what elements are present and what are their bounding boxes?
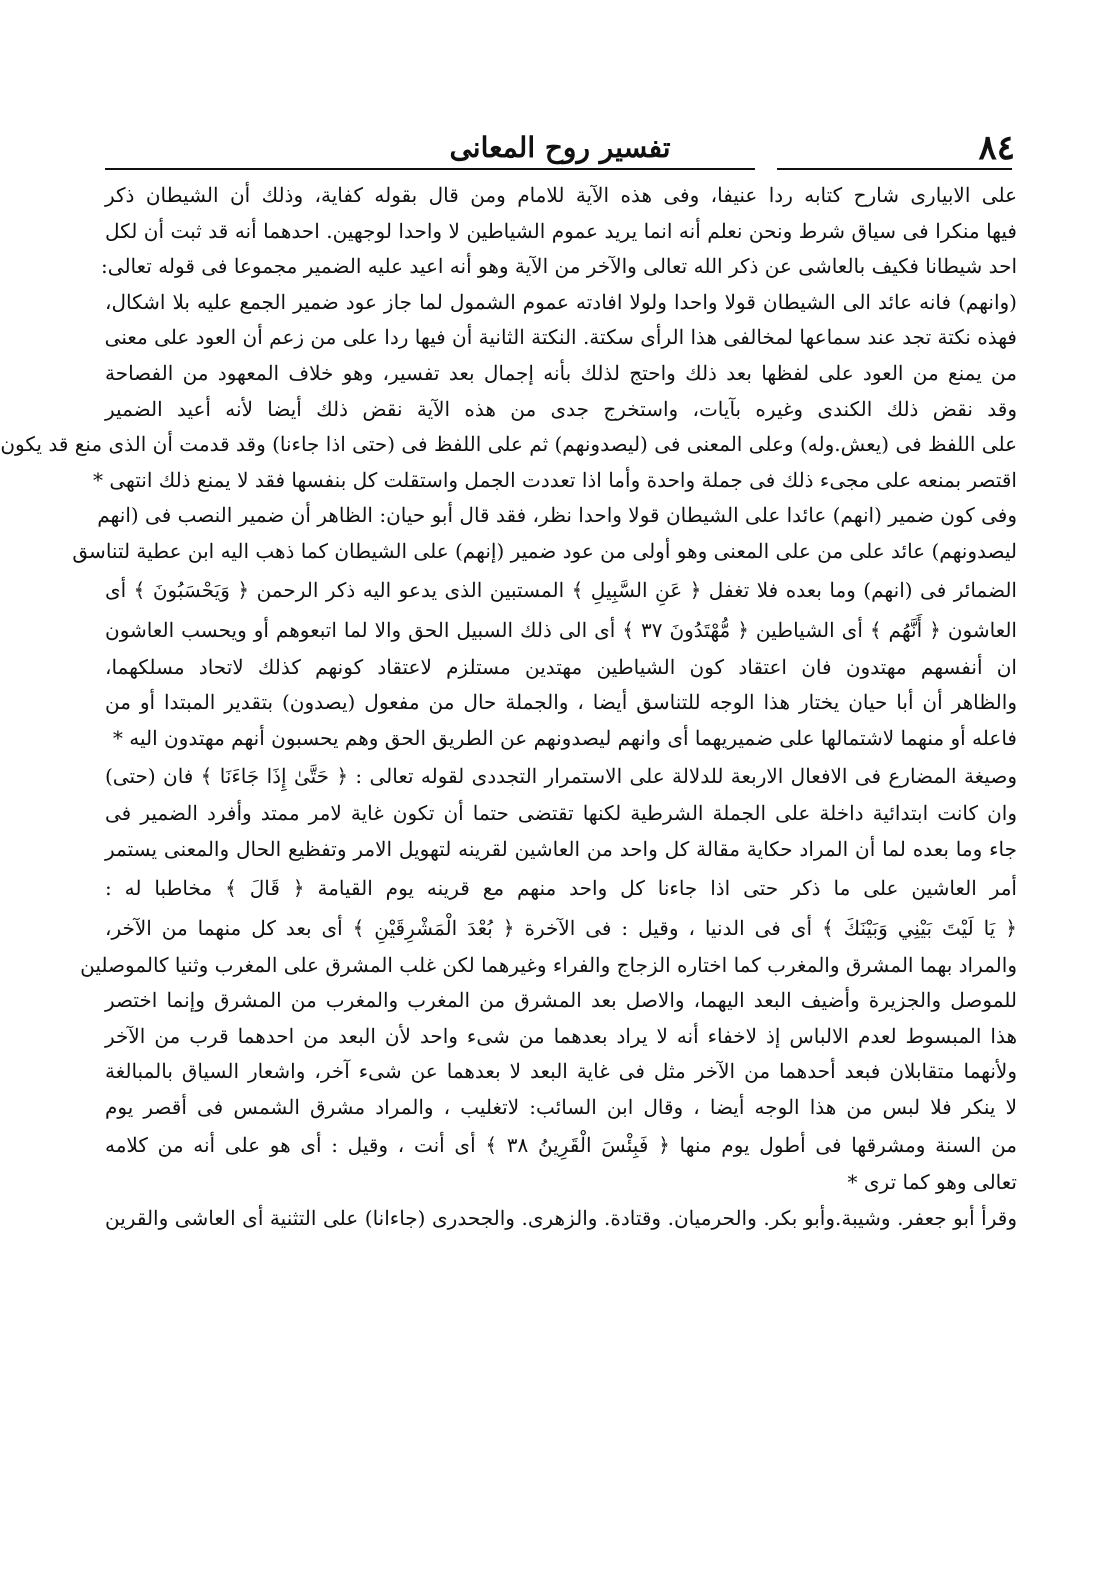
text-line: فيها منكرا فى سياق شرط ونحن نعلم أنه انما يريد عموم الشياطين لا واحدا لوجهين. احدهما أنه قد ثبت أن لكل [105, 218, 1017, 243]
text-line: على اللفظ فى (يعش.وله) وعلى المعنى فى (ليصدونهم) ثم على اللفظ فى (حتى اذا جاءنا) وقد قدمت أن الذى منع قد يكون [0, 432, 1017, 457]
text-line: ﴿ يَا لَيْتَ بَيْنِي وَبَيْنَكَ ﴾ أى فى الدنيا ، وقيل : فى الآخرة ﴿ بُعْدَ الْمَشْرِقَيْنِ ﴾ أى بعد كل منهما من الآخر، [105, 915, 1017, 940]
text-line: وقد نقض ذلك الكندى وغيره بآيات، واستخرج جدى من هذه الآية نقض ذلك أيضا لأنه أعيد الضمير [105, 396, 1017, 421]
text-line: والظاهر أن أبا حيان يختار هذا الوجه للتناسق أيضا ، والجملة حال من مفعول (يصدون) بتقدير المبتدا أو من [105, 690, 1017, 715]
text-line: العاشون ﴿ أَنَّهُم ﴾ أى الشياطين ﴿ مُّهْتَدُونَ ٣٧ ﴾ أى الى ذلك السبيل الحق والا لما اتبعوهم أو ويحسب العاشون [105, 617, 1017, 642]
text-line: اقتصر بمنعه على مجىء ذلك فى جملة واحدة وأما اذا تعددت الجمل واستقلت كل بنفسها فقد لا يمنع ذلك انتهى * [92, 467, 1017, 492]
running-title: تفسير روح المعانى [449, 131, 671, 164]
header-rule-left [105, 168, 755, 170]
text-line: تعالى وهو كما ترى * [847, 1170, 1017, 1195]
text-line: أمر العاشين على ما ذكر حتى اذا جاءنا كل واحد منهم مع قرينه يوم القيامة ﴿ قَالَ ﴾ مخاطبا له : [105, 875, 1017, 900]
text-line: احد شيطانا فكيف بالعاشى عن ذكر الله تعالى والآخر من الآية وهو أنه اعيد عليه الضمير مجموعا فى قوله تعالى: [101, 254, 1017, 279]
text-line: وقرأ أبو جعفر. وشيبة.وأبو بكر. والحرميان. وقتادة. والزهرى. والجحدرى (جاءانا) على التثنية أى العاشى والقرين [105, 1206, 1017, 1231]
text-line: وان كانت ابتدائية داخلة على الجملة الشرطية لكنها تقتضى حتما أن تكون غاية لامر ممتد وأفرد الضمير فى [105, 801, 1017, 826]
text-line: من يمنع من العود على لفظها بعد ذلك واحتج لذلك بأنه إجمال بعد تفسير، وهو خلاف المعهود من الفصاحة [105, 360, 1017, 385]
text-line: (وانهم) فانه عائد الى الشيطان قولا واحدا ولولا افادته عموم الشمول لما جاز عود ضمير الجمع عليه بلا اشكال، [105, 289, 1017, 314]
text-line: فهذه نكتة تجد عند سماعها لمخالفى هذا الرأى سكتة. النكتة الثانية أن فيها ردا على من زعم أن العود على معنى [104, 325, 1017, 350]
text-line: للموصل والجزيرة وأضيف البعد اليهما، والاصل بعد المشرق من المغرب والمغرب من المشرق وإنما اختصر [105, 988, 1017, 1013]
page-header [105, 128, 1015, 168]
text-line: الضمائر فى (انهم) وما بعده فلا تغفل ﴿ عَنِ السَّبِيلِ ﴾ المستبين الذى يدعو اليه ذكر الرحمن ﴿ وَيَحْسَبُونَ ﴾ أى [105, 577, 1017, 602]
text-line: ولأنهما متقابلان فبعد أحدهما من الآخر مثل فى غاية البعد لا بعدهما عن شىء آخر، واشعار السياق بالمبالغة [105, 1059, 1017, 1084]
text-line: وفى كون ضمير (انهم) عائدا على الشيطان قولا واحدا نظر، فقد قال أبو حيان: الظاهر أن ضمير النصب فى (انهم [97, 503, 1017, 528]
text-line: ليصدونهم) عائد على من على المعنى وهو أولى من عود ضمير (إنهم) على الشيطان كما ذهب اليه ابن عطية لتناسق [72, 538, 1017, 563]
page-number: ٨٤ [978, 128, 1015, 168]
header-rule-right [777, 168, 1012, 170]
text-line: على الابيارى شارح كتابه ردا عنيفا، وفى هذه الآية للامام ومن قال بقوله كفاية، وذلك أن الشيطان ذكر [105, 183, 1018, 207]
text-line: ان أنفسهم مهتدون فان اعتقاد كون الشياطين مهتدين مستلزم لاعتقاد كونهم كذلك لاتحاد مسلكهما، [105, 654, 1017, 679]
text-line: والمراد بهما المشرق والمغرب كما اختاره الزجاج والفراء وغيرهما لكن غلب المشرق على المغرب وثنيا كالموصلين [80, 952, 1017, 977]
body-text [0, 178, 1018, 1237]
text-line: وصيغة المضارع فى الافعال الاربعة للدلالة على الاستمرار التجددى لقوله تعالى : ﴿ حَتَّىٰ إِذَا جَاءَنَا ﴾ فان (حتى) [105, 764, 1017, 789]
text-line: جاء وما بعده لما أن المراد حكاية مقالة كل واحد من العاشين لقرينه لتهويل الامر وتفظيع الحال والمعنى يستمر [105, 836, 1017, 861]
text-line: من السنة ومشرقها فى أطول يوم منها ﴿ فَبِئْسَ الْقَرِينُ ٣٨ ﴾ أى أنت ، وقيل : أى هو على أنه من كلامه [105, 1133, 1018, 1158]
text-line: لا ينكر فلا لبس من هذا الوجه أيضا ، وقال ابن السائب: لاتغليب ، والمراد مشرق الشمس فى أقصر يوم [105, 1094, 1017, 1119]
text-line: فاعله أو منهما لاشتمالها على ضميريهما أى وانهم ليصدونهم عن الطريق الحق وهم يحسبون أنهم مهتدون اليه * [112, 725, 1017, 750]
text-line: هذا المبسوط لعدم الالباس إذ لاخفاء أنه لا يراد بعدهما من شىء واحد لأن البعد من احدهما قرب من الآخر [105, 1023, 1017, 1048]
